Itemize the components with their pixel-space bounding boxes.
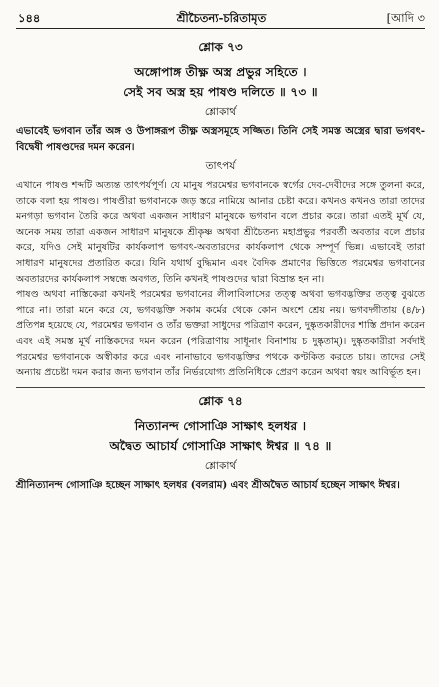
purport-label: তাৎপর্য <box>205 160 236 172</box>
page-content <box>16 37 425 494</box>
verse-74-label: শ্লোক ৭৪ <box>198 393 243 408</box>
verse-74-line-1: নিত্যানন্দ গোসাঞি সাক্ষাৎ হলধর । <box>134 418 307 433</box>
page-number: ১৪৪ <box>18 11 41 25</box>
verse-74-translation-label: শ্লোকার্থ <box>204 459 237 472</box>
verse-73-label: শ্লোক ৭৩ <box>198 40 243 54</box>
verse-73-translation: এভাবেই ভগবান তাঁর অঙ্গ ও উপাঙ্গরূপ তীক্ষ্ণ অস্ত্রসমূহে সজ্জিত। তিনি সেই সমস্ত অস্ত্রের দ্বারা ভগবৎ-বিদ্বেষী পাষণ্ডদের দমন করেন। <box>16 126 425 153</box>
book-title: শ্রীচৈতন্য-চরিতামৃত <box>176 11 267 25</box>
page-header <box>18 10 425 28</box>
verse-74-translation: শ্রীনিত্যানন্দ গোসাঞি হচ্ছেন সাক্ষাৎ হলধর (বলরাম) এবং শ্রীঅদ্বৈত আচার্য হচ্ছেন সাক্ষাৎ ঈশ্বর। <box>16 479 400 491</box>
header-rule <box>16 28 425 29</box>
section-divider <box>16 387 425 388</box>
verse-74-line-2: অদ্বৈত আচার্য গোসাঞি সাক্ষাৎ ঈশ্বর ॥ ৭৪ ॥ <box>109 438 332 453</box>
purport-paragraph-2: পাষণ্ড অথবা নাস্তিকেরা কখনই পরমেশ্বর ভগবানের লীলাবিলাসের তত্ত্ব অথবা ভগবদ্ভক্তির তত্ত্ব বুঝতে পারে না। তারা মনে করে যে, ভগবদ্ভক্তি সকাম কর্মের থেকে কোন অংশে শ্রেয় নয়। ভগবদ্গীতায় (৪/৮) প্রতিপন্ন হয়েছে যে, পরমেশ্বর ভগবান ও তাঁর ভক্তরা সাধুদের পরিত্রাণ করেন, দুষ্কৃতকারীদের শাস্তি প্রদান করেন এবং এই সমস্ত মূর্খ নাস্তিকদের দমন করেন (পরিত্রাণায় সাধূনাং বিনাশায় চ দুষ্কৃতাম্)। দুষ্কৃতকারীরা সর্বদাই পরমেশ্বর ভগবানকে অস্বীকার করে এবং নানাভাবে ভগবদ্ভক্তির পথকে কণ্টকিত করতে চায়। তাদের সেই অন্যায় প্রচেষ্টা দমন করার জন্য ভগবান তাঁর নির্ভরযোগ্য প্রতিনিধিকে প্রেরণ করেন অথবা স্বয়ং আবির্ভূত হন। <box>16 289 425 379</box>
purport-paragraph-1: এখানে পাষণ্ড শব্দটি অত্যন্ত তাৎপর্যপূর্ণ। যে মানুষ পরমেশ্বর ভগবানকে স্বর্গের দেব-দেবীদের সঙ্গে তুলনা করে, তাকে বলা হয় পাষণ্ড। পাষণ্ডীরা ভগবানকে জড় স্তরে নামিয়ে আনার চেষ্টা করে। কখনও কখনও তারা তাদের মনগড়া ভগবান তৈরি করে অথবা একজন সাধারণ মানুষকে ভগবান বলে প্রচার করে। তারা এতই মূর্খ যে, অনেক সময় তারা একজন সাধারণ মানুষকে শ্রীকৃষ্ণ অথবা শ্রীচৈতন্য মহাপ্রভুর পরবর্তী অবতার বলে প্রচার করে, যদিও সেই মানুষটির কার্যকলাপ ভগবৎ-অবতারদের কার্যকলাপ থেকে সম্পূর্ণ ভিন্ন। এভাবেই তারা সাধারণ মানুষদের প্রতারিত করে। যিনি যথার্থ বুদ্ধিমান এবং বৈদিক প্রমাণের ভিত্তিতে পরমেশ্বর ভগবানের অবতারদের কার্যকলাপ সম্বন্ধে অবগত, তিনি কখনই পাষণ্ডদের দ্বারা বিভ্রান্ত হন না। <box>16 180 425 285</box>
verse-73-line-1: অঙ্গোপাঙ্গ তীক্ষ্ণ অস্ত্র প্রভুর সহিতে । <box>134 65 307 79</box>
section-indicator: [আদি ৩ <box>386 11 425 25</box>
verse-73-translation-label: শ্লোকার্থ <box>204 106 237 118</box>
verse-73-line-2: সেই সব অস্ত্র হয় পাষণ্ড দলিতে ॥ ৭৩ ॥ <box>123 85 318 99</box>
